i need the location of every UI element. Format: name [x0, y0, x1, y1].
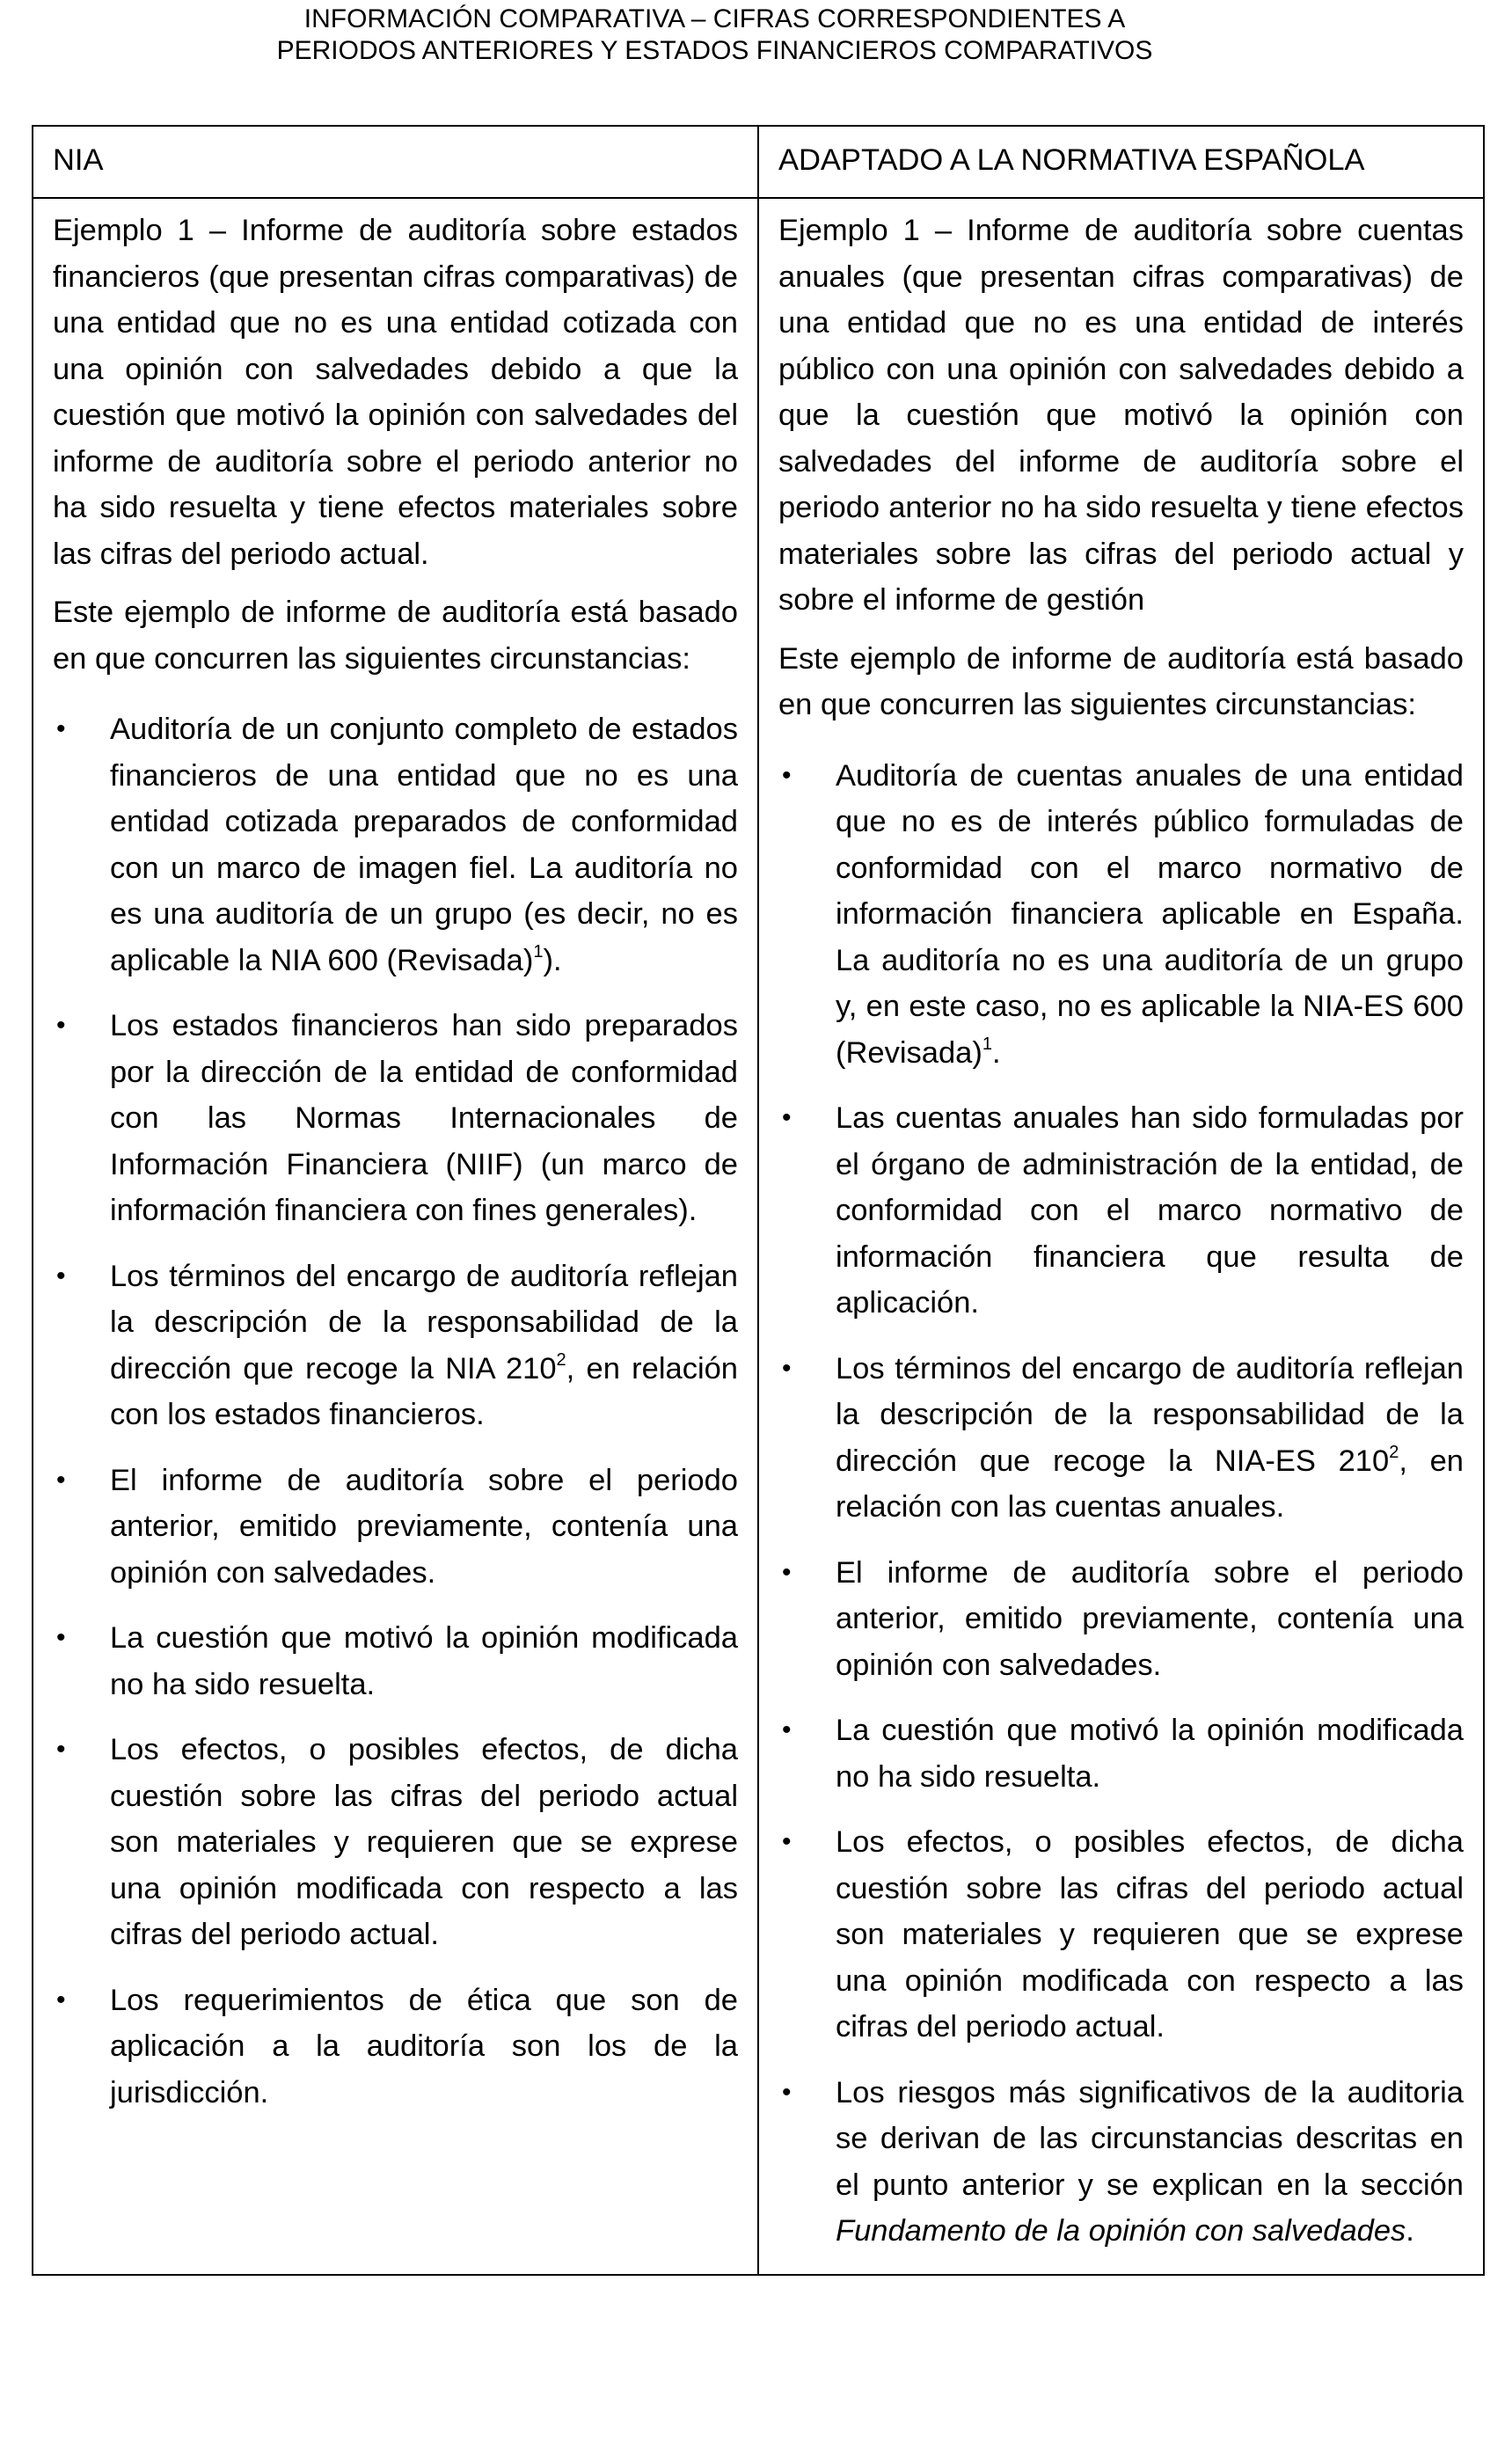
footnote-ref: 2 — [556, 1350, 566, 1370]
bullet-icon: • — [56, 714, 66, 743]
list-item: • Los términos del encargo de auditoría reflejan la descripción de la responsabilidad de la dirección que recoge la NIA $210^2$, en relación con los estados financieros. — [53, 1254, 738, 1438]
list-item: • Auditoría de un conjunto completo de estados financieros de una entidad que no es una entidad cotizada preparados de conformidad con un marco de imagen fiel. La auditoría no es una auditoría de un grupo (es decir, no es aplicable la NIA 600 (Revisada)$^1$). — [53, 706, 738, 983]
column-heading-spanish: ADAPTADO A LA NORMATIVA ESPAÑOLA — [758, 126, 1484, 198]
list-item: • Los estados financieros han sido preparados por la dirección de la entidad de conformidad con las Normas Internacionales de Información Financiera (NIIF) (un marco de información financiera con fines generales). — [53, 1003, 738, 1234]
bullet-icon: • — [56, 1985, 66, 2014]
list-item: • La cuestión que motivó la opinión modificada no ha sido resuelta. — [778, 1707, 1464, 1800]
bullet-icon: • — [782, 1353, 792, 1383]
spanish-intro: Este ejemplo de informe de auditoría está basado en que concurren las siguientes circunstancias: — [778, 641, 1464, 721]
section-reference: Fundamento de la opinión con salvedades — [836, 2214, 1406, 2248]
comparison-table — [32, 125, 1485, 2276]
bullet-icon: • — [782, 1103, 792, 1132]
nia-example-title: Ejemplo 1 – Informe de auditoría sobre estados financieros (que presentan cifras comparativas) de una entidad que no es una entidad cotizada con una opinión con salvedades debido a que la cuestión que motivó la opinión con salvedades del informe de auditoría sobre el periodo anterior no ha sido resuelta y tiene efectos materiales sobre las cifras del periodo actual. — [53, 214, 738, 571]
bullet-icon: • — [782, 1715, 792, 1744]
list-item: • Los requerimientos de ética que son de aplicación a la auditoría son los de la jurisdicción. — [53, 1978, 738, 2117]
footnote-ref: 1 — [982, 1035, 992, 1054]
spanish-column — [758, 198, 1484, 2275]
bullet-icon: • — [56, 1011, 66, 1040]
list-item: • Los efectos, o posibles efectos, de dicha cuestión sobre las cifras del periodo actual son materiales y requieren que se exprese una opinión modificada con respecto a las cifras del periodo actual. — [778, 1819, 1464, 2051]
bullet-icon: • — [782, 1827, 792, 1856]
bullet-icon: • — [782, 2077, 792, 2107]
column-heading-nia: NIA — [33, 126, 758, 198]
header-line-1: INFORMACIÓN COMPARATIVA – CIFRAS CORRESPONDIENTES A — [303, 4, 1126, 33]
footnote-ref: 2 — [1389, 1443, 1399, 1462]
bullet-icon: • — [782, 760, 792, 790]
list-item: • La cuestión que motivó la opinión modificada no ha sido resuelta. — [53, 1615, 738, 1707]
table-header-row — [33, 126, 1484, 198]
header-line-2: PERIODOS ANTERIORES Y ESTADOS FINANCIEROS COMPARATIVOS — [276, 36, 1153, 65]
bullet-icon: • — [56, 1623, 66, 1652]
bullet-icon: • — [56, 1735, 66, 1764]
bullet-icon: • — [56, 1465, 66, 1495]
nia-column — [33, 198, 758, 2275]
nia-circumstances-list — [53, 706, 738, 2116]
spanish-example-title: Ejemplo 1 – Informe de auditoría sobre cuentas anuales (que presentan cifras comparativas) de una entidad que no es una entidad de interés público con una opinión con salvedades debido a que la cuestión que motivó la opinión con salvedades del informe de auditoría sobre el periodo anterior no ha sido resuelta y tiene efectos materiales sobre las cifras del periodo actual y sobre el informe de gestión — [778, 214, 1464, 617]
list-item: • Los riesgos más significativos de la auditoria se derivan de las circunstancias descritas en el punto anterior y se explican en la sección Fundamento de la opinión con salvedades. — [778, 2070, 1464, 2255]
list-item: • El informe de auditoría sobre el periodo anterior, emitido previamente, contenía una opinión con salvedades. — [778, 1550, 1464, 1689]
list-item: • El informe de auditoría sobre el periodo anterior, emitido previamente, contenía una opinión con salvedades. — [53, 1458, 738, 1597]
table-body-row — [33, 198, 1484, 2275]
spanish-circumstances-list — [778, 753, 1464, 2255]
document-header — [0, 4, 1429, 67]
list-item: • Los términos del encargo de auditoría reflejan la descripción de la responsabilidad de la dirección que recoge la NIA-ES $210^2$, en relación con las cuentas anuales. — [778, 1346, 1464, 1531]
footnote-ref: 1 — [533, 942, 544, 961]
list-item: • Los efectos, o posibles efectos, de dicha cuestión sobre las cifras del periodo actual son materiales y requieren que se exprese una opinión modificada con respecto a las cifras del periodo actual. — [53, 1727, 738, 1958]
bullet-icon: • — [782, 1557, 792, 1587]
nia-intro: Este ejemplo de informe de auditoría está basado en que concurren las siguientes circunstancias: — [53, 596, 738, 676]
list-item: • Auditoría de cuentas anuales de una entidad que no es de interés público formuladas de conformidad con el marco normativo de información financiera aplicable en España. La auditoría no es una auditoría de un grupo y, en este caso, no es aplicable la NIA-ES 600 (Revisada)$^1$. — [778, 753, 1464, 1077]
bullet-icon: • — [56, 1261, 66, 1290]
list-item: • Las cuentas anuales han sido formuladas por el órgano de administración de la entidad, de conformidad con el marco normativo de información financiera que resulta de aplicación. — [778, 1095, 1464, 1327]
